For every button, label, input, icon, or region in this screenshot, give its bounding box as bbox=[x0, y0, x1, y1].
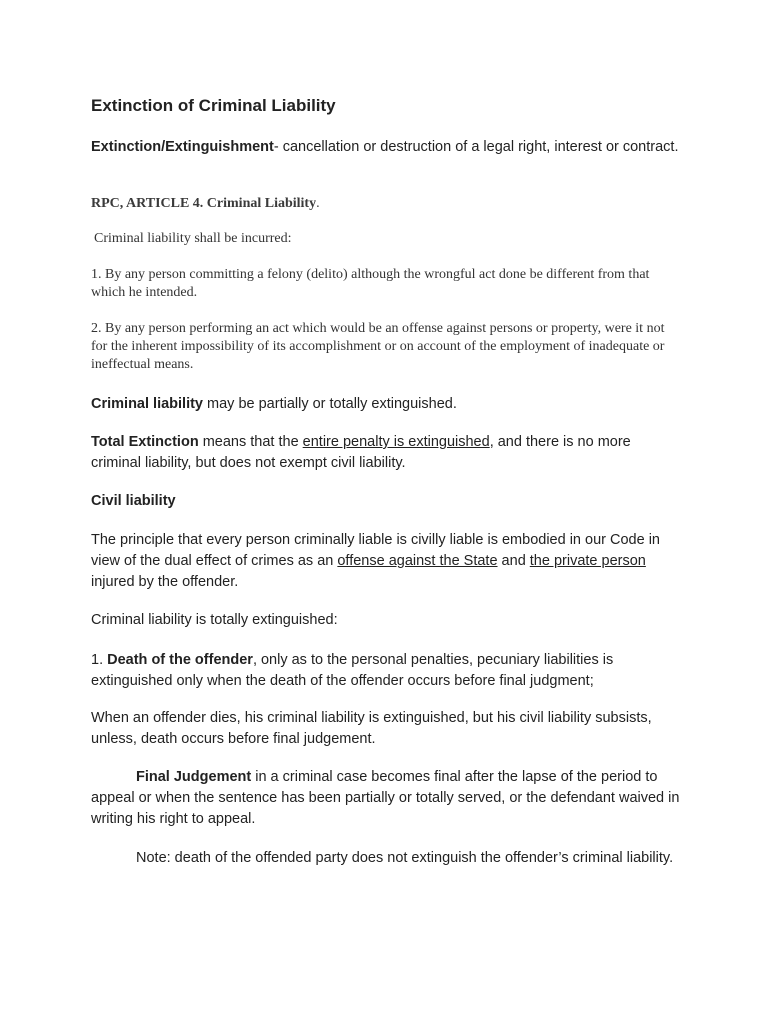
civil-text-mid: and bbox=[497, 553, 530, 569]
death-term: Death of the offender bbox=[107, 652, 253, 668]
definition-paragraph bbox=[91, 137, 681, 158]
rpc-heading-text: RPC, ARTICLE 4. Criminal Liability bbox=[91, 196, 317, 211]
death-number: 1. bbox=[91, 652, 108, 668]
civil-underline-state: offense against the State bbox=[337, 553, 498, 569]
criminal-liability-text: may be partially or totally extinguished. bbox=[203, 396, 457, 412]
definition-text: - cancellation or destruction of a legal right, interest or contract. bbox=[273, 139, 679, 155]
death-text: , only as to the personal penalties, pecuniary liabilities is extinguished only when the death of the offender occurs before final judgment; bbox=[91, 652, 614, 689]
rpc-item-2: 2. By any person performing an act which would be an offense against persons or property, were it not for the inherent impossibility of its accomplishment or on account of the employment of inadequate or ineffectual means. bbox=[91, 321, 665, 372]
document-title: Extinction of Criminal Liability bbox=[91, 96, 336, 115]
rpc-heading bbox=[91, 195, 681, 213]
civil-liability-heading bbox=[91, 491, 681, 512]
civil-underline-private-person: the private person bbox=[529, 553, 646, 569]
total-extinction-underlined: entire penalty is extinguished bbox=[302, 434, 490, 450]
civil-text-before: The principle that every person criminally liable is civilly liable is embodied in our Code in view of the dual effect of crimes as an bbox=[91, 532, 660, 569]
totally-extinguished-paragraph: Criminal liability is totally extinguished: bbox=[91, 612, 338, 628]
rpc-intro: Criminal liability shall be incurred: bbox=[94, 231, 292, 246]
death-paragraph bbox=[91, 650, 681, 692]
final-judgement-paragraph bbox=[91, 767, 681, 830]
note-paragraph bbox=[91, 848, 681, 869]
rpc-item-1: 1. By any person committing a felony (delito) although the wrongful act done be different from that which he intended. bbox=[91, 267, 650, 300]
total-extinction-text-after: , and there is no more criminal liability, but does not exempt civil liability. bbox=[91, 434, 631, 471]
civil-liability-heading-text: Civil liability bbox=[91, 493, 176, 509]
final-judgement-term: Final Judgement bbox=[136, 769, 252, 785]
final-judgement-text: in a criminal case becomes final after the lapse of the period to appeal or when the sentence has been partially or totally served, or the defendant waived in writing his right to appeal. bbox=[91, 769, 680, 827]
total-extinction-term: Total Extinction bbox=[91, 434, 199, 450]
civil-text-after: injured by the offender. bbox=[91, 574, 239, 590]
total-extinction-text-before: means that the bbox=[198, 434, 303, 450]
total-extinction-paragraph bbox=[91, 432, 681, 474]
note-text: Note: death of the offended party does not extinguish the offender’s criminal liability. bbox=[136, 850, 674, 866]
civil-liability-paragraph bbox=[91, 530, 679, 593]
criminal-liability-term: Criminal liability bbox=[91, 396, 203, 412]
definition-term: Extinction/Extinguishment bbox=[91, 139, 274, 155]
criminal-liability-paragraph bbox=[91, 394, 681, 415]
offender-dies-paragraph: When an offender dies, his criminal liability is extinguished, but his civil liability subsists, unless, death occurs before final judgement. bbox=[91, 710, 652, 747]
rpc-heading-period: . bbox=[316, 196, 320, 211]
